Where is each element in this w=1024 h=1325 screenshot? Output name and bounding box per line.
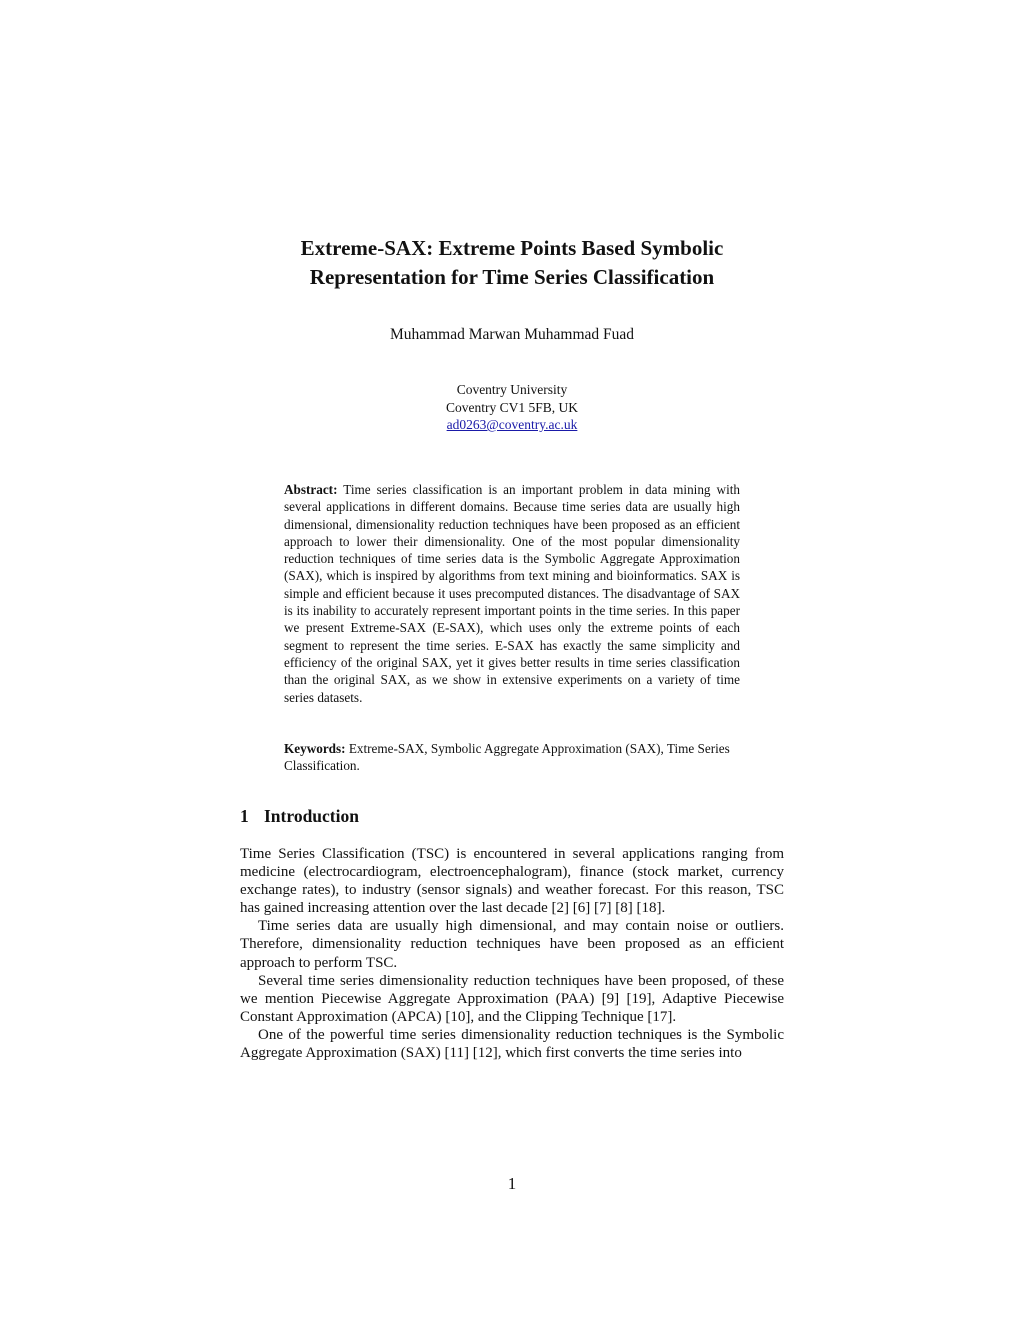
- abstract: [284, 481, 740, 706]
- section-heading-introduction: [240, 804, 784, 828]
- page-number: 1: [507, 1174, 517, 1193]
- email-link[interactable]: ad0263@coventry.ac.uk: [446, 417, 578, 432]
- section-number: 1: [240, 806, 249, 826]
- paper-title: [200, 234, 824, 292]
- introduction-body: [240, 845, 784, 1062]
- paragraph: Time Series Classification (TSC) is encountered in several applications ranging from medicine (electrocardiogram, electroencephalogram), finance (stock market, currency exchange rates), to industry (sensor signals) and weather forecast. For this reason, TSC has gained increasing attention over the last decade [2] [6] [7] [8] [18].: [240, 846, 784, 917]
- keywords-text: Extreme-SAX, Symbolic Aggregate Approximation (SAX), Time Series Classification.: [284, 741, 730, 774]
- address: Coventry CV1 5FB, UK: [445, 399, 578, 415]
- author-affiliation: [300, 381, 724, 434]
- abstract-label: Abstract:: [284, 482, 338, 497]
- paragraph: One of the powerful time series dimensionality reduction techniques is the Symbolic Aggregate Approximation (SAX) [11] [12], which first converts the time series into: [240, 1026, 784, 1062]
- institution: Coventry University: [456, 382, 568, 397]
- section-title: Introduction: [264, 806, 359, 826]
- keywords: [284, 740, 740, 775]
- abstract-text: Time series classification is an important problem in data mining with several applications in different domains. Because time series data are usually high dimensional, dimensionality reduction techniques have been proposed as an efficient approach to lower their dimensionality. One of the most popular dimensionality reduction techniques of time series data is the Symbolic Aggregate Approximation (SAX), which is inspired by algorithms from text mining and bioinformatics. SAX is simple and efficient because it uses precomputed distances. The disadvantage of SAX is its inability to accurately represent important points in the time series. In this paper we present Extreme-SAX (E-SAX), which uses only the extreme points of each segment to represent the time series. E-SAX has exactly the same simplicity and efficiency of the original SAX, yet it gives better results in time series classification than the original SAX, as we show in extensive experiments on a variety of time series datasets.: [284, 482, 741, 705]
- email-line: [300, 416, 724, 434]
- title-line-2: Representation for Time Series Classification: [309, 265, 715, 289]
- author-name: Muhammad Marwan Muhammad Fuad: [389, 326, 635, 343]
- paragraph: Time series data are usually high dimensional, and may contain noise or outliers. Therefore, dimensionality reduction techniques have been proposed as an efficient approach to perform TSC.: [240, 918, 784, 971]
- keywords-label: Keywords:: [284, 741, 346, 756]
- paragraph: Several time series dimensionality reduction techniques have been proposed, of these we mention Piecewise Aggregate Approximation (PAA) [9] [19], Adaptive Piecewise Constant Approximation (APCA) [10], and the Clipping Technique [17].: [240, 972, 784, 1025]
- title-line-1: Extreme-SAX: Extreme Points Based Symbolic: [300, 236, 724, 260]
